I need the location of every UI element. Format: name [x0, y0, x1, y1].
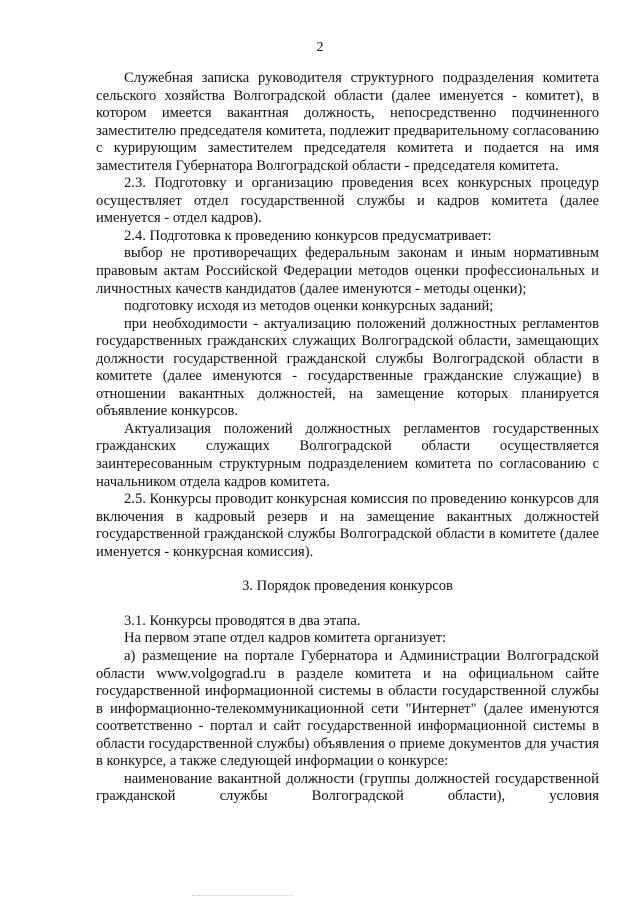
paragraph-first-stage: На первом этапе отдел кадров комитета организует:	[124, 630, 447, 647]
paragraph-vacancy-name: наименование вакантной должности (группы должностей государственной гражданской службы Волгоградской области), условия	[96, 770, 599, 805]
paragraph-2-5: 2.5. Конкурсы проводит конкурсная комиссия по проведению конкурсов для включения в кадровый резерв и на замещение вакантных должностей государственной гражданской службы Волгоградской области в комитете (далее именуется - конкурсная комиссия).	[96, 491, 599, 560]
paragraph-regulations-update: при необходимости - актуализацию положений должностных регламентов государственных гражданских служащих Волгоградской области, замещающих должности государственной гражданской службы Волгоградской области в комитете (далее именуются - государственные гражданские служащие) в отношении вакантных должностей, на замещение которых планируется объявление конкурсов.	[96, 315, 599, 420]
paragraph-methods-selection: выбор не противоречащих федеральным законам и иным нормативным правовым актам Российской Федерации методов оценки профессиональных и личностных качеств кандидатов (далее именуются - методы оценки);	[96, 245, 599, 297]
paragraph-3-1: 3.1. Конкурсы проводятся в два этапа.	[124, 612, 361, 629]
section-heading: 3. Порядок проведения конкурсов	[242, 578, 453, 595]
paragraph-item-a: а) размещение на портале Губернатора и Администрации Волгоградской области www.volgograd.ru в разделе комитета и на официальном сайте государственной информационной системы в области государственной службы в информационно-телекоммуникационной сети "Интернет" (далее именуются соответственно - портал и сайт государственной информационной системы в области государственной службы) объявления о приеме документов для участия в конкурсе, а также следующей информации о конкурсе:	[96, 647, 599, 770]
page-number: 2	[316, 40, 324, 55]
paragraph-memo: Служебная записка руководителя структурного подразделения комитета сельского хозяйства Волгоградской области (далее именуется - комитет), в котором имеется вакантная должность, непосредственно подчиненного заместителю председателя комитета, подлежит предварительному согласованию с курирующим заместителем председателя комитета и подается на имя заместителя Губернатора Волгоградской области - председателя комитета.	[96, 70, 599, 174]
scan-artifact	[192, 895, 292, 900]
paragraph-tasks-preparation: подготовку исходя из методов оценки конкурсных заданий;	[124, 298, 494, 315]
paragraph-2-3: 2.3. Подготовку и организацию проведения всех конкурсных процедур осуществляет отдел государственной службы и кадров комитета (далее именуется - отдел кадров).	[96, 175, 599, 227]
paragraph-regulations-approval: Актуализация положений должностных регламентов государственных гражданских служащих Волгоградской области осуществляется заинтересованным структурным подразделением комитета по согласованию с начальником отдела кадров комитета.	[96, 420, 599, 490]
paragraph-2-4: 2.4. Подготовка к проведению конкурсов предусматривает:	[124, 227, 492, 244]
document-body	[96, 70, 599, 806]
